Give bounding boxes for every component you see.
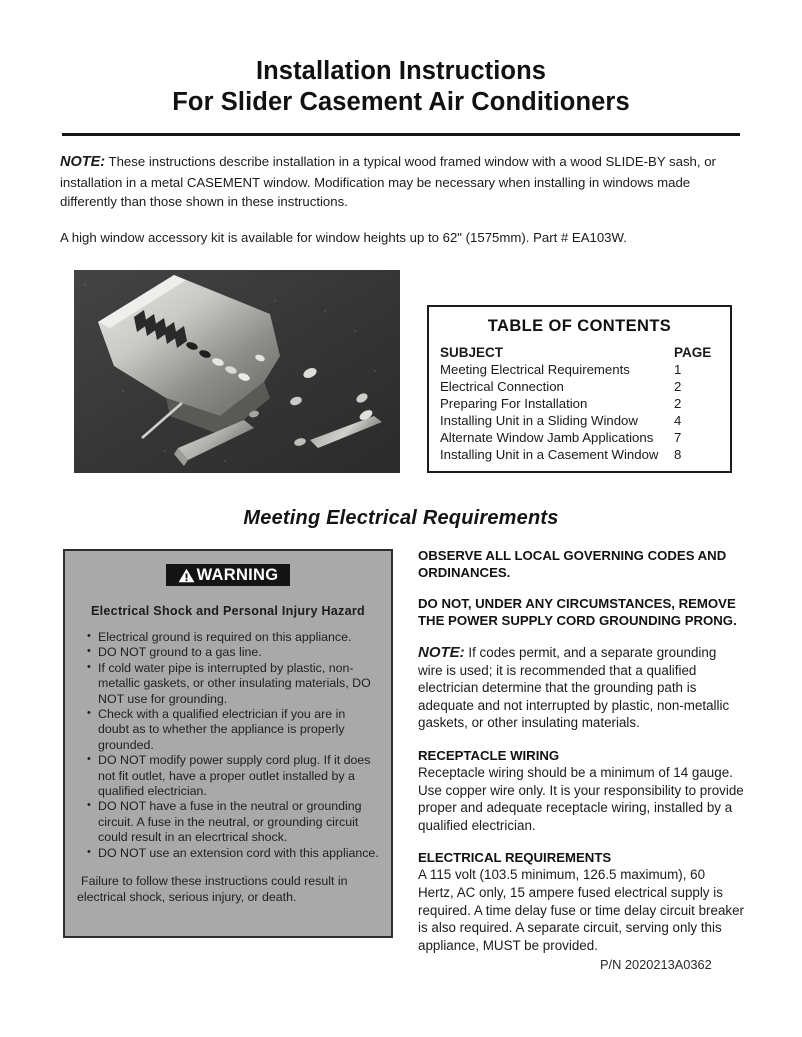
table-of-contents: [427, 305, 732, 473]
observe-codes-text: OBSERVE ALL LOCAL GOVERNING CODES AND ORDINANCES.: [418, 548, 727, 580]
receptacle-wiring-block: [418, 747, 744, 834]
list-item: • DO NOT ground to a gas line.: [87, 645, 379, 660]
toc-row-subject: Preparing For Installation: [440, 396, 588, 411]
toc-row-page: 4: [674, 413, 682, 428]
toc-row-page: 7: [674, 430, 682, 445]
title-line-2: For Slider Casement Air Conditioners: [172, 88, 630, 116]
warning-subtitle: Electrical Shock and Personal Injury Hazard: [91, 604, 365, 618]
list-item: • Check with a qualified electrician if you are in doubt as to whether the appliance is properly grounded.: [87, 707, 379, 753]
toc-row-page: 2: [674, 396, 682, 411]
grounding-prong-text: DO NOT, UNDER ANY CIRCUMSTANCES, REMOVE THE POWER SUPPLY CORD GROUNDING PRONG.: [418, 596, 737, 628]
section-heading: Meeting Electrical Requirements: [243, 507, 559, 529]
intro-note-text: These instructions describe installation in a typical wood framed window with a wood SLIDE-BY sash, or installation in a metal CASEMENT window. Modification may be necessary when installing in windows made differently than those shown in these instructions.: [60, 154, 716, 209]
list-item: • DO NOT use an extension cord with this appliance.: [87, 846, 379, 861]
receptacle-wiring-heading: RECEPTACLE WIRING: [418, 747, 560, 763]
table-row: [440, 361, 720, 378]
electrical-requirements-block: [418, 849, 744, 954]
accessory-kit-note: A high window accessory kit is available for window heights up to 62" (1575mm). Part # EA103W.: [60, 230, 627, 245]
warning-footer-text: Failure to follow these instructions could result in electrical shock, serious injury, or death.: [77, 874, 348, 904]
table-row: [440, 412, 720, 429]
photo-illustration: [74, 270, 400, 473]
electrical-requirements-column: [418, 548, 744, 969]
toc-row-subject: Alternate Window Jamb Applications: [440, 430, 654, 445]
grounding-note-text: If codes permit, and a separate grounding wire is used; it is recommended that a qualified electrician determine that the grounding path is adequate and not interrupted by plastic, non-metallic gaskets, or other insulating materials.: [418, 645, 730, 731]
electrical-requirements-heading: ELECTRICAL REQUIREMENTS: [418, 850, 612, 866]
title-line-1: Installation Instructions: [255, 57, 547, 85]
warning-bullet-list: [87, 630, 379, 861]
intro-note: [60, 152, 750, 212]
table-row: [440, 429, 720, 446]
toc-row-page: 2: [674, 379, 682, 394]
grounding-note-block: [418, 644, 744, 732]
installation-kit-photo: [74, 270, 400, 473]
toc-row-subject: Meeting Electrical Requirements: [440, 362, 630, 377]
toc-table: [440, 344, 720, 463]
toc-col-page: PAGE: [674, 345, 712, 360]
grounding-prong-block: [418, 596, 744, 629]
table-row: [440, 378, 720, 395]
table-row: [440, 446, 720, 463]
warning-banner: [166, 564, 290, 586]
warning-banner-label: WARNING: [196, 566, 279, 584]
toc-title: TABLE OF CONTENTS: [487, 317, 672, 335]
observe-codes-block: [418, 548, 744, 581]
receptacle-wiring-body: Receptacle wiring should be a minimum of 14 gauge. Use copper wire only. It is your responsibility to provide proper and adequate receptacle wiring, installed by a qualified electrician.: [418, 764, 744, 833]
warning-box: [63, 549, 393, 938]
title-divider: [62, 133, 740, 136]
list-item: • Electrical ground is required on this appliance.: [87, 630, 379, 645]
list-item: • If cold water pipe is interrupted by plastic, non-metallic gaskets, or other insulating materials, DO NOT use for grounding.: [87, 661, 379, 707]
toc-row-subject: Installing Unit in a Sliding Window: [440, 413, 638, 428]
toc-row-page: 1: [674, 362, 682, 377]
toc-col-subject: SUBJECT: [440, 345, 504, 360]
page-title: [62, 56, 740, 118]
part-number: P/N 2020213A0362: [600, 957, 712, 972]
grounding-note-label: NOTE:: [418, 644, 465, 661]
toc-header-row: [440, 344, 720, 361]
list-item: • DO NOT modify power supply cord plug. If it does not fit outlet, have a proper outlet installed by a qualified electrician.: [87, 753, 379, 799]
list-item: • DO NOT have a fuse in the neutral or grounding circuit. A fuse in the neutral, or grounding circuit could result in an elecrtrical shock.: [87, 799, 379, 845]
table-row: [440, 395, 720, 412]
intro-note-label: NOTE:: [60, 154, 106, 170]
electrical-requirements-body: A 115 volt (103.5 minimum, 126.5 maximum), 60 Hertz, AC only, 15 ampere fused electrical supply is required. A time delay fuse or time delay circuit breaker is also required. A separate circuit, serving only this appliance, MUST be provided.: [418, 867, 744, 953]
toc-row-subject: Installing Unit in a Casement Window: [440, 447, 659, 462]
warning-triangle-icon: [178, 568, 195, 583]
grounding-note: [418, 644, 744, 732]
toc-row-page: 8: [674, 447, 682, 462]
toc-row-subject: Electrical Connection: [440, 379, 564, 394]
